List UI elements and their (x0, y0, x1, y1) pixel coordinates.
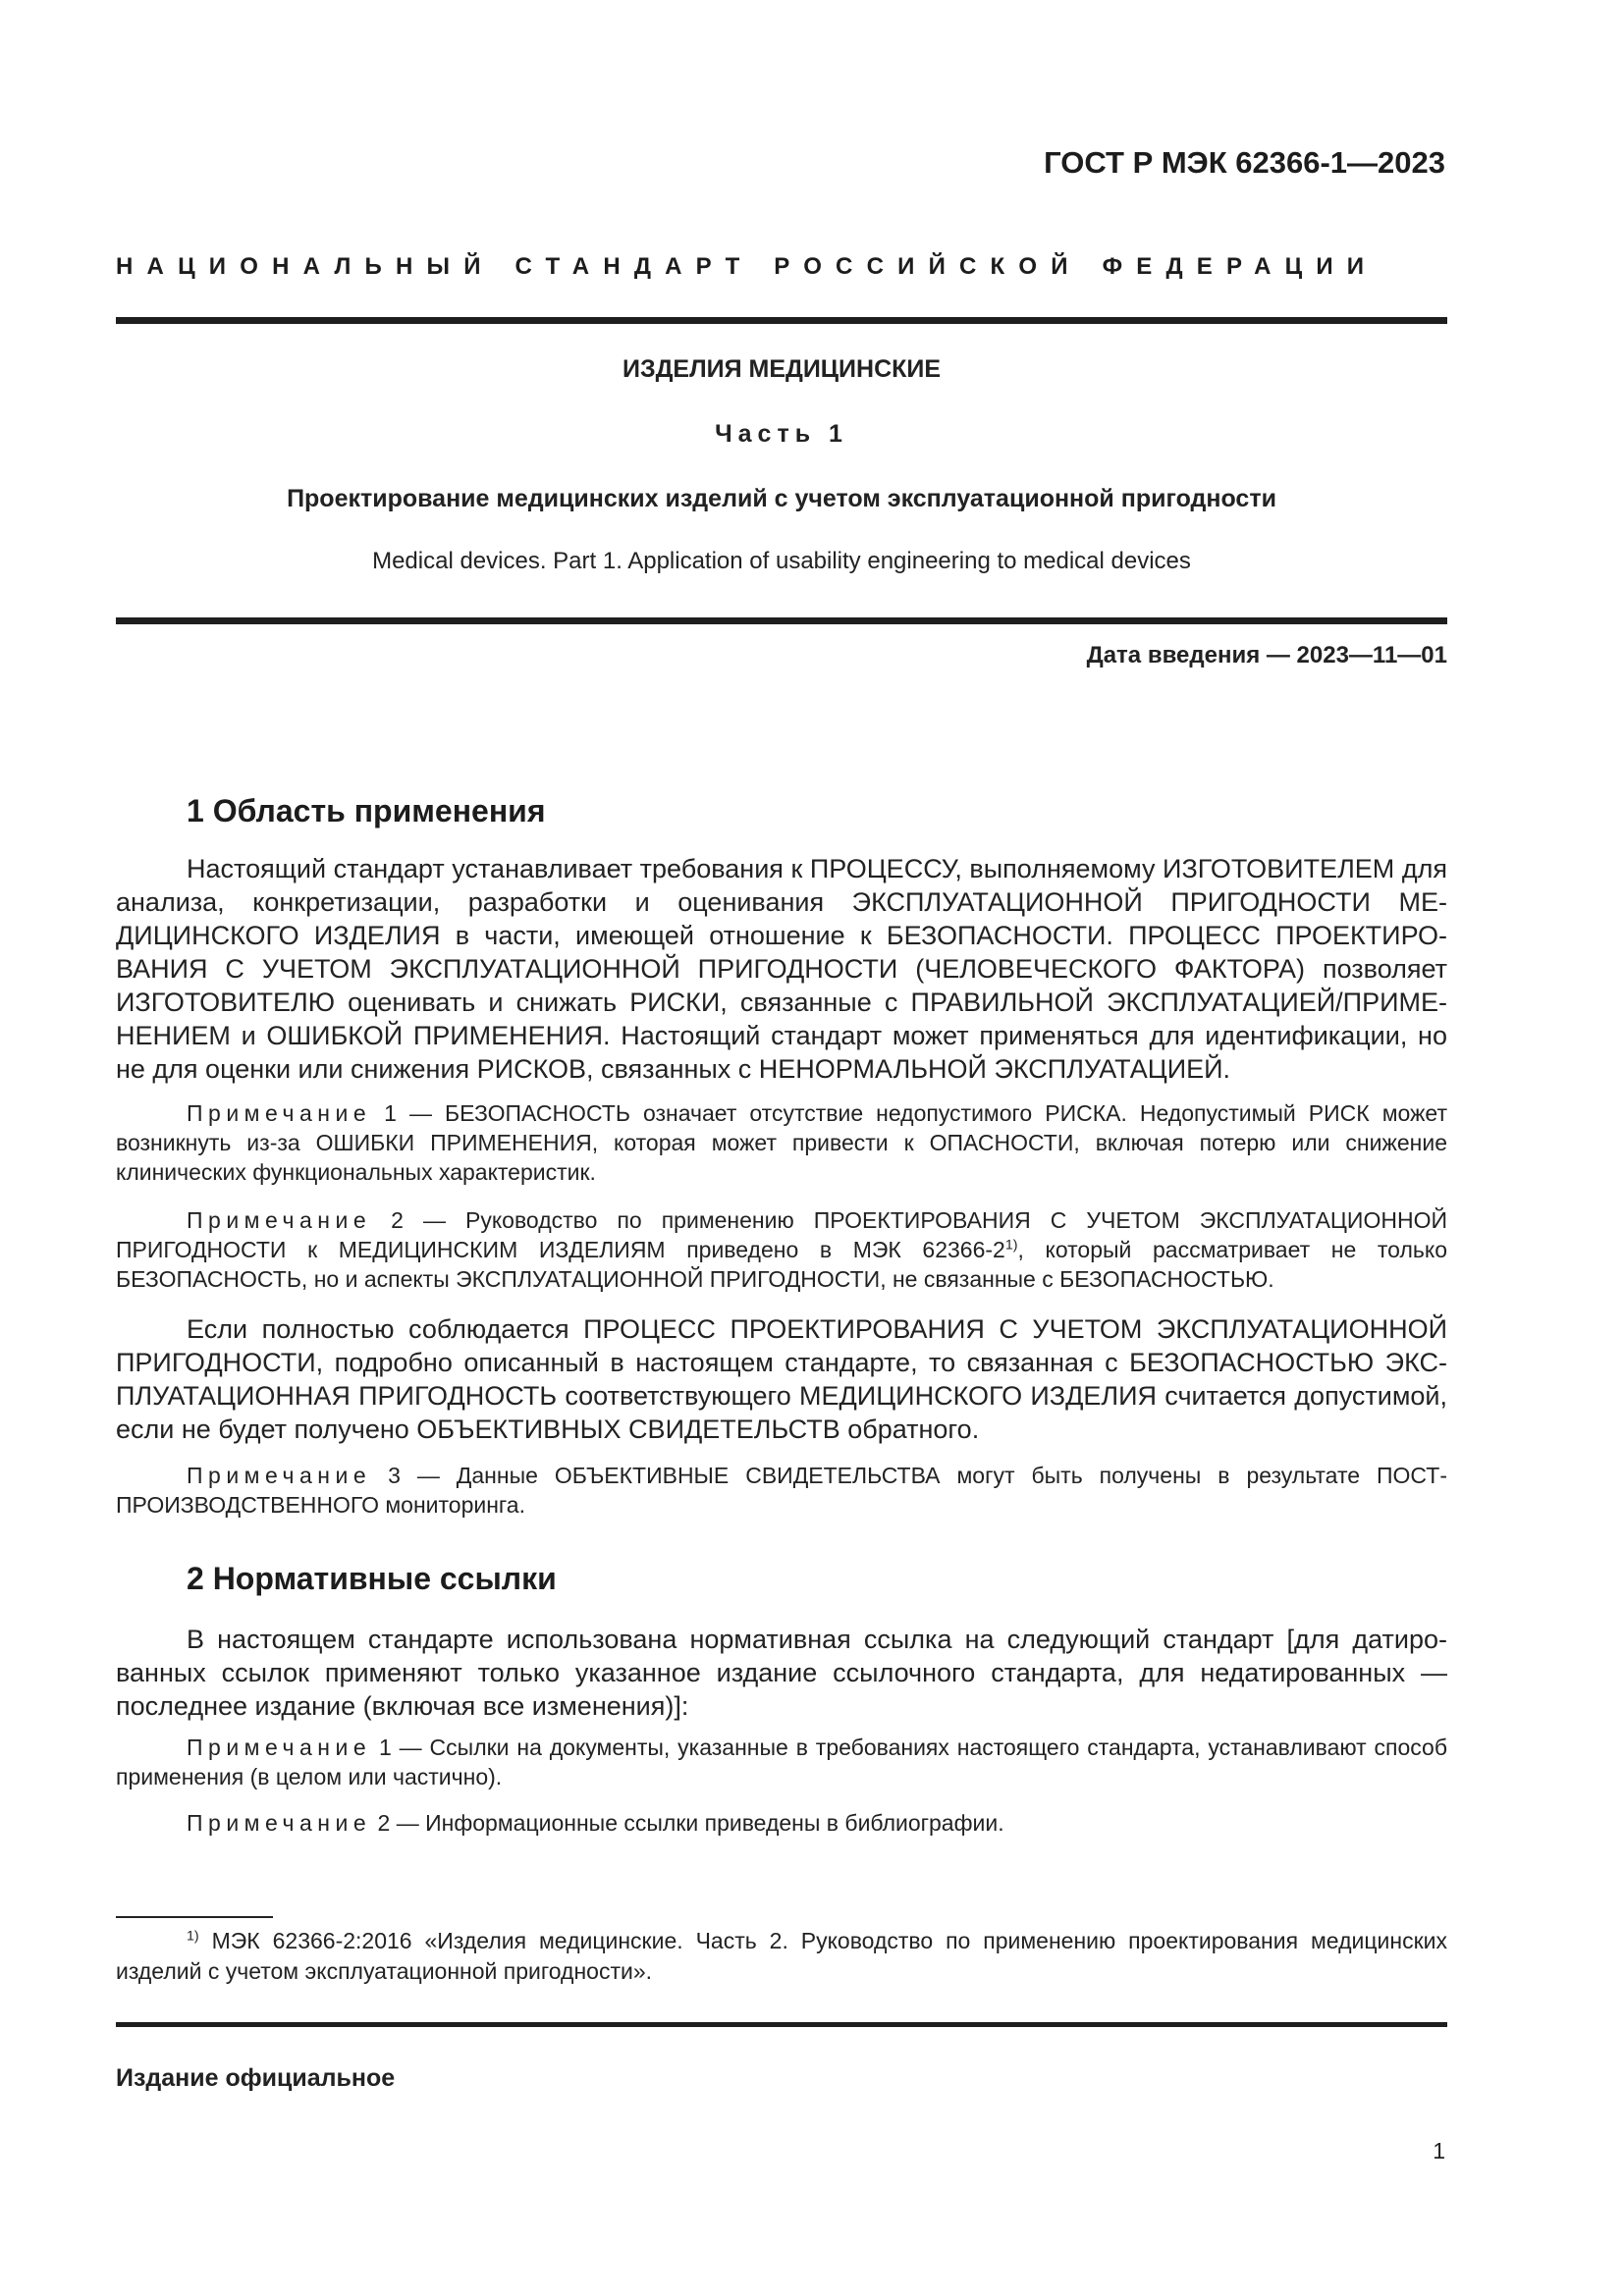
page-number: 1 (1433, 2138, 1445, 2163)
section-1-heading: 1 Область применения (187, 793, 546, 828)
note-text: 3 — Данные ОБЪЕКТИВНЫЕ СВИДЕТЕЛЬСТВА могут быть получены в результате ПОСТПРОИЗВОДСТВЕННОГО мониторинга. (116, 1463, 1447, 1518)
title-part: Часть 1 (715, 420, 848, 448)
section-2-note-2 (116, 1808, 1447, 1838)
section-2-note-1 (116, 1733, 1447, 1791)
document-number: ГОСТ Р МЭК 62366-1—2023 (1044, 145, 1445, 180)
note-text: 1 — БЕЗОПАСНОСТЬ означает отсутствие недопустимого РИСКА. Недопустимый РИСК может возникнуть из-за ОШИБКИ ПРИМЕНЕНИЯ, которая может привести к ОПАСНОСТИ, включая потерю или снижение клинических функциональных характеристик. (116, 1100, 1447, 1185)
section-2-heading: 2 Нормативные ссылки (187, 1561, 557, 1596)
footnote-marker: 1) (187, 1928, 199, 1945)
note-label: Примечание (187, 1735, 372, 1760)
footnote (116, 1926, 1447, 1987)
footnote-text: МЭК 62366-2:2016 «Изделия медицинские. Часть 2. Руководство по применению проектирования медицинских изделий с учетом эксплуатационной пригодности». (116, 1928, 1447, 1984)
footnote-reference[interactable]: 1) (1004, 1237, 1018, 1254)
note-text: 2 — Информационные ссылки приведены в библиографии. (371, 1810, 1004, 1836)
title-subtitle: Проектирование медицинских изделий с учетом эксплуатационной пригодности (287, 485, 1276, 512)
top-rule (116, 317, 1447, 324)
note-label: Примечание (187, 1810, 372, 1836)
note-label: Примечание (187, 1463, 372, 1488)
section-1-note-3 (116, 1461, 1447, 1520)
section-1-note-2 (116, 1205, 1447, 1294)
footnote-separator (116, 1916, 273, 1918)
note-label: Примечание (187, 1207, 372, 1233)
note-label: Примечание (187, 1100, 372, 1126)
note-text: 2 — Руководство по применению ПРОЕКТИРОВАНИЯ С УЧЕТОМ ЭКСПЛУАТАЦИОННОЙ ПРИГОДНОСТИ к МЕДИЦИНСКИМ ИЗДЕЛИЯМ приведено в МЭК 62366-2 (116, 1207, 1447, 1262)
title-english: Medical devices. Part 1. Application of usability engineering to medical devices (372, 548, 1191, 574)
section-2-paragraph-1: В настоящем стандарте использована нормативная ссылка на следующий стандарт [для датированных ссылок применяют только указанное издание ссылочного стандарта, для недатированных — последнее издание (включая все изменения)]: (116, 1625, 1447, 1721)
national-standard-banner: НАЦИОНАЛЬНЫЙ СТАНДАРТ РОССИЙСКОЙ ФЕДЕРАЦИИ (116, 253, 1379, 280)
introduction-date: Дата введения — 2023—11—01 (1086, 642, 1447, 668)
section-1-note-1 (116, 1098, 1447, 1187)
section-1-paragraph-2: Если полностью соблюдается ПРОЦЕСС ПРОЕКТИРОВАНИЯ С УЧЕТОМ ЭКСПЛУАТАЦИОННОЙ ПРИГОДНОСТИ, подробно описанный в настоящем стандарте, то связанная с БЕЗОПАСНОСТЬЮ ЭКСПЛУАТАЦИОННАЯ ПРИГОДНОСТЬ соответствующего МЕДИЦИНСКОГО ИЗДЕЛИЯ считается допустимой, если не будет получено ОБЪЕКТИВНЫХ СВИДЕТЕЛЬСТВ обратного. (116, 1314, 1447, 1444)
official-edition-label: Издание официальное (116, 2064, 396, 2092)
note-text: 1 — Ссылки на документы, указанные в требованиях настоящего стандарта, устанавливают способ применения (в целом или частично). (116, 1735, 1447, 1789)
section-1-paragraph-1: Настоящий стандарт устанавливает требования к ПРОЦЕССУ, выполняемому ИЗГОТОВИТЕЛЕМ для анализа, конкретизации, разработки и оценивания ЭКСПЛУАТАЦИОННОЙ ПРИГОДНОСТИ МЕДИЦИНСКОГО ИЗДЕЛИЯ в части, имеющей отношение к БЕЗОПАСНОСТИ. ПРОЦЕСС ПРОЕКТИРОВАНИЯ С УЧЕТОМ ЭКСПЛУАТАЦИОННОЙ ПРИГОДНОСТИ (ЧЕЛОВЕЧЕСКОГО ФАКТОРА) позволяет ИЗГОТОВИТЕЛЮ оценивать и снижать РИСКИ, связанные с ПРАВИЛЬНОЙ ЭКСПЛУАТАЦИЕЙ/ПРИМЕНЕНИЕМ и ОШИБКОЙ ПРИМЕНЕНИЯ. Настоящий стандарт может применяться для идентификации, но не для оценки или снижения РИСКОВ, связанных с НЕНОРМАЛЬНОЙ ЭКСПЛУАТАЦИЕЙ. (116, 854, 1447, 1084)
bottom-rule (116, 2022, 1447, 2027)
note-text: , который рассматривает не только БЕЗОПАСНОСТЬ, но и аспекты ЭКСПЛУАТАЦИОННОЙ ПРИГОДНОСТИ, не связанные с БЕЗОПАСНОСТЬЮ. (116, 1237, 1447, 1292)
title-main: ИЗДЕЛИЯ МЕДИЦИНСКИЕ (622, 355, 942, 383)
title-rule (116, 617, 1447, 624)
